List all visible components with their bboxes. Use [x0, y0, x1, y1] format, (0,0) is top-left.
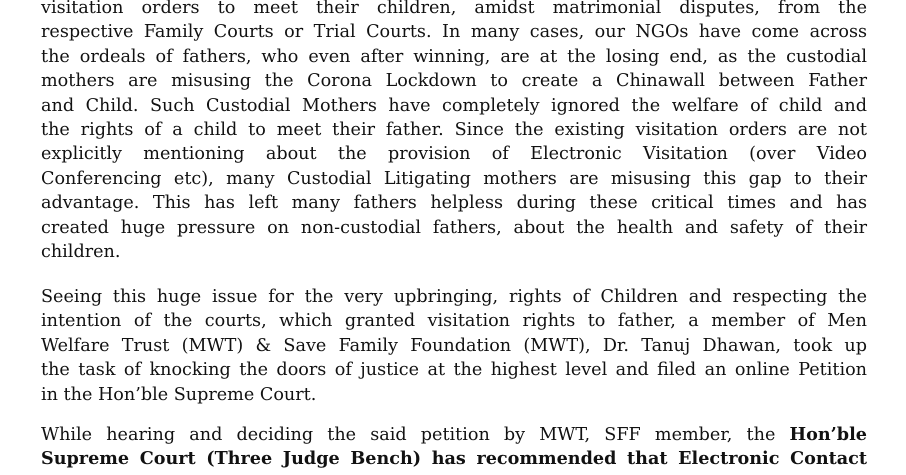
text-line: Conferencing etc), many Custodial Litigating mothers are misusing this gap to their: [41, 168, 867, 189]
text-run: While hearing and deciding the said petition by MWT, SFF member, the: [41, 425, 776, 445]
text-line: intention of the courts, which granted visitation rights to father, a member of Men: [41, 311, 867, 332]
bold-text-line: Supreme Court (Three Judge Bench) has recommended that Electronic Contact: [41, 448, 867, 470]
text-line: in the Hon’ble Supreme Court.: [41, 384, 317, 405]
text-line: Welfare Trust (MWT) & Save Family Foundation (MWT), Dr. Tanuj Dhawan, took up: [41, 335, 867, 356]
paragraph-visitation-orders: [41, 0, 867, 264]
text-line: explicitly mentioning about the provision of Electronic Visitation (over Video: [41, 144, 867, 165]
text-line: children.: [41, 242, 121, 263]
text-line: created huge pressure on non-custodial fathers, about the health and safety of their: [41, 217, 867, 238]
text-line: Seeing this huge issue for the very upbringing, rights of Children and respecting the: [41, 287, 867, 307]
text-line: the ordeals of fathers, who even after winning, are at the losing end, as the custodial: [41, 46, 867, 67]
text-line: visitation orders to meet their children, amidst matrimonial disputes, from the: [41, 0, 867, 18]
text-line: advantage. This has left many fathers helpless during these critical times and has: [41, 193, 867, 214]
text-line: the rights of a child to meet their father. Since the existing visitation orders are not: [41, 120, 867, 141]
text-line: and Child. Such Custodial Mothers have completely ignored the welfare of child and: [41, 95, 867, 116]
bold-text-run: Hon’ble: [789, 424, 867, 445]
text-line: [41, 423, 867, 447]
paragraph-petition: [41, 285, 867, 407]
text-line: mothers are misusing the Corona Lockdown to create a Chinawall between Father: [41, 71, 867, 92]
paragraph-hearing: [41, 423, 867, 472]
text-line: respective Family Courts or Trial Courts. In many cases, our NGOs have come across: [41, 22, 867, 43]
text-line: the task of knocking the doors of justice at the highest level and filed an online Petition: [41, 360, 867, 381]
